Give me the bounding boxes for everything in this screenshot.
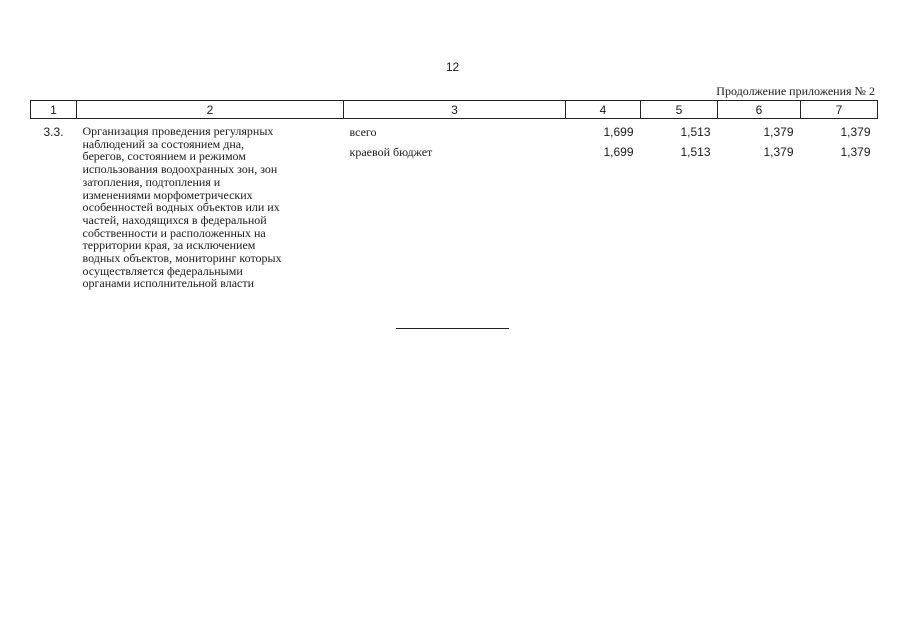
row-number: 3.3. bbox=[43, 125, 64, 139]
description-line: особенностей водных объектов или их bbox=[82, 200, 280, 215]
value-cell: 1,699 bbox=[603, 125, 634, 139]
table-row bbox=[31, 119, 878, 291]
header-row bbox=[31, 101, 878, 119]
header-cell-5: 5 bbox=[641, 101, 718, 119]
description-line: берегов, состоянием и режимом bbox=[82, 149, 246, 164]
header-cell-4: 4 bbox=[566, 101, 641, 119]
row-description bbox=[77, 119, 344, 291]
description-line: изменениями морфометрических bbox=[82, 187, 253, 202]
funding-source-regional-budget: краевой бюджет bbox=[349, 145, 433, 159]
values-col-6 bbox=[718, 119, 801, 291]
description-line: осуществляется федеральными bbox=[82, 263, 243, 278]
header-cell-2: 2 bbox=[77, 101, 344, 119]
value-cell: 1,513 bbox=[680, 145, 711, 159]
description-line: затопления, подтопления и bbox=[82, 174, 221, 189]
appendix-continuation-note: Продолжение приложения № 2 bbox=[716, 84, 875, 98]
description-line: Организация проведения регулярных bbox=[82, 124, 274, 138]
description-line: использования водоохранных зон, зон bbox=[82, 162, 278, 177]
description-line: водных объектов, мониторинг которых bbox=[82, 251, 282, 266]
header-cell-6: 6 bbox=[718, 101, 801, 119]
description-line: частей, находящихся в федеральной bbox=[82, 212, 267, 227]
header-cell-3: 3 bbox=[344, 101, 566, 119]
value-cell: 1,379 bbox=[840, 125, 871, 139]
values-col-7 bbox=[801, 119, 878, 291]
header-cell-1: 1 bbox=[31, 101, 77, 119]
values-col-4 bbox=[566, 119, 641, 291]
end-separator-line bbox=[396, 328, 509, 329]
value-cell: 1,699 bbox=[603, 145, 634, 159]
value-cell: 1,379 bbox=[840, 145, 871, 159]
description-line: собственности и расположенных на bbox=[82, 225, 266, 240]
budget-table bbox=[30, 100, 878, 290]
description-line: территории края, за исключением bbox=[82, 238, 256, 253]
description-line: органами исполнительной власти bbox=[82, 276, 255, 291]
value-cell: 1,513 bbox=[680, 125, 711, 139]
funding-source-names bbox=[344, 119, 566, 291]
value-cell: 1,379 bbox=[763, 145, 794, 159]
values-col-5 bbox=[641, 119, 718, 291]
page-number: 12 bbox=[445, 60, 460, 74]
value-cell: 1,379 bbox=[763, 125, 794, 139]
funding-source-total: всего bbox=[349, 125, 377, 139]
description-line: наблюдений за состоянием дна, bbox=[82, 136, 245, 151]
header-cell-7: 7 bbox=[801, 101, 878, 119]
